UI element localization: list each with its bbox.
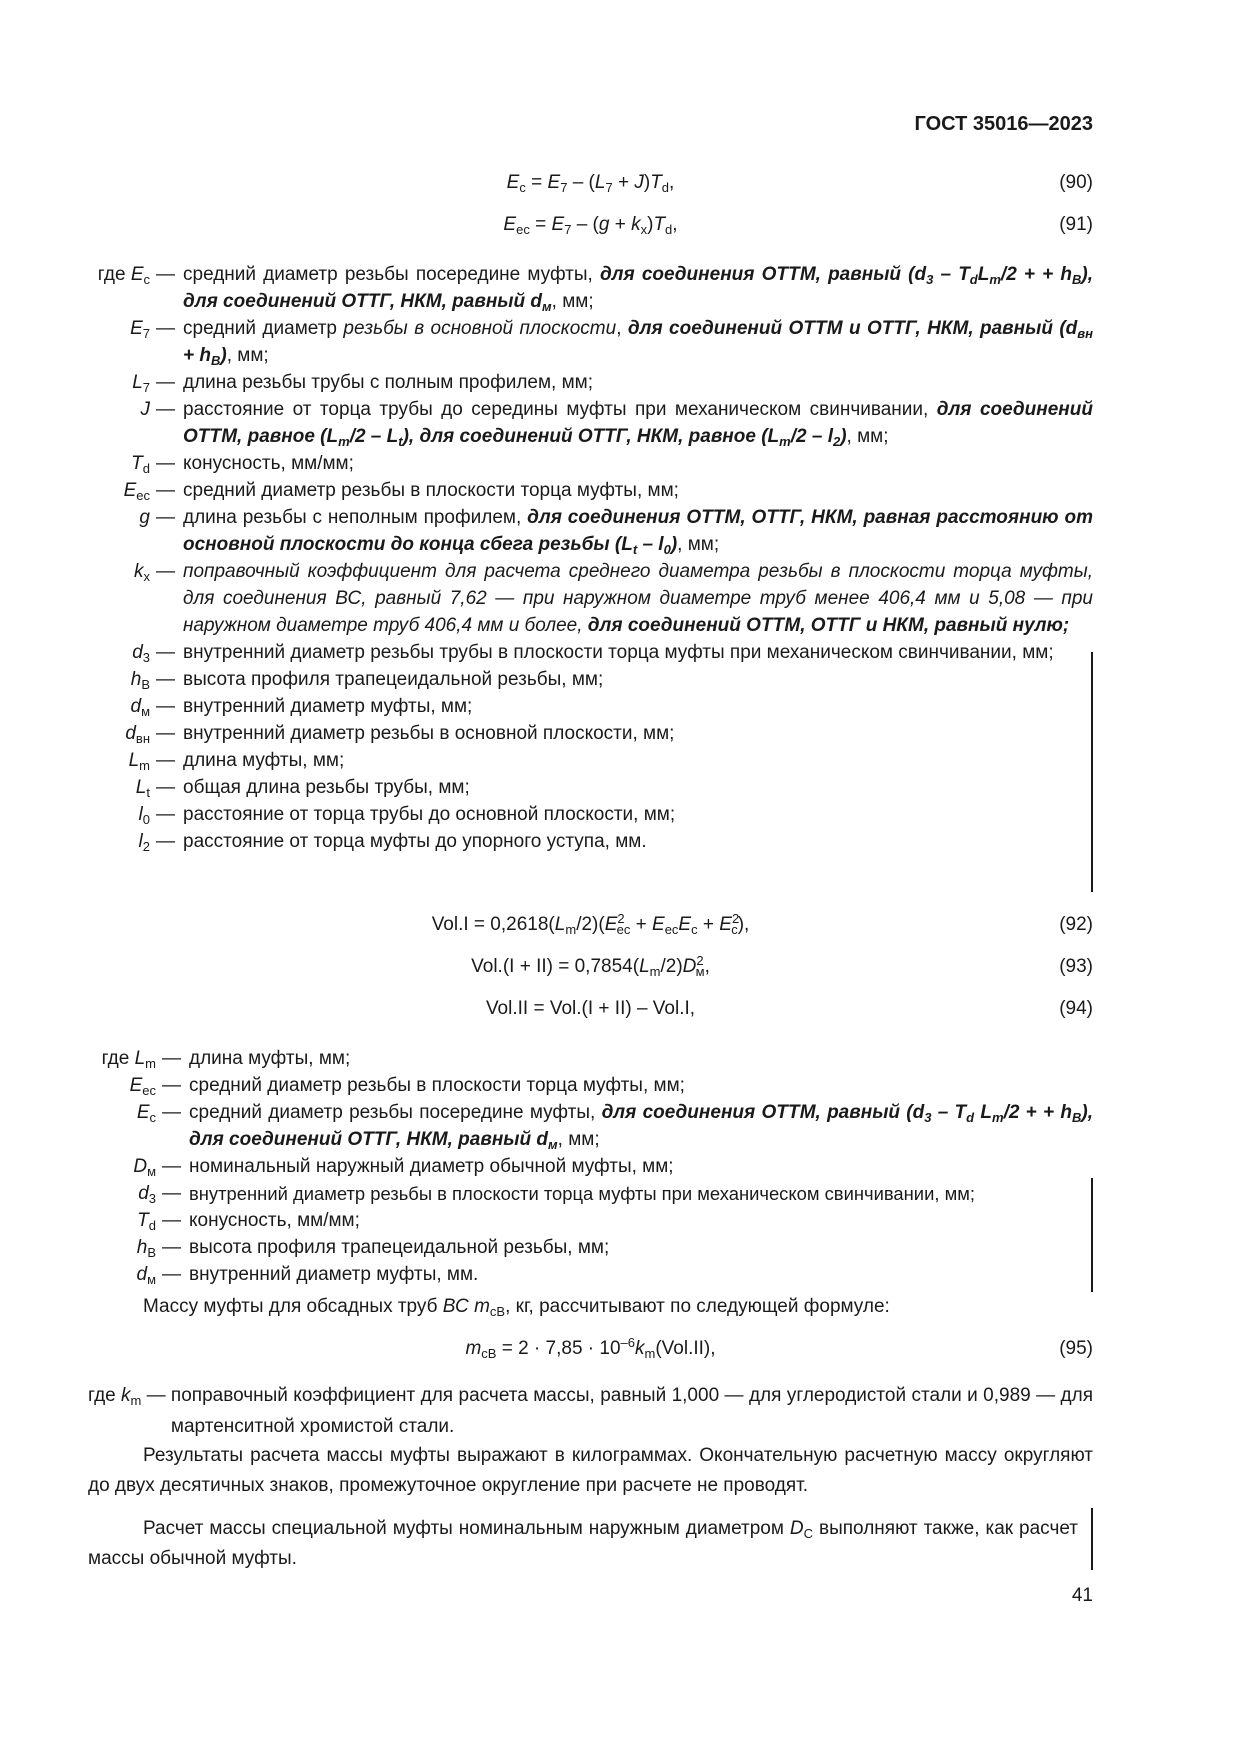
formula-93: $Vol.(I + II) = 0,7854(L_m/2)D^2_м$, (471, 953, 710, 979)
formula-95: $m_{cB} = 2 \cdot 7,85 \cdot 10^{-6}k_m(Vol.II)$, (465, 1335, 716, 1361)
def-row: $d_{вн}$ — внутренний диаметр резьбы в основной плоскости, мм; (125, 723, 675, 746)
def-row: $L_m$ — длина муфты, мм; (128, 750, 345, 773)
equation-number-94: (94) (1059, 998, 1093, 1019)
def-row: $d_3$ — внутренний диаметр резьбы в плоскости торца муфты при механическом свинчивании, мм; (138, 1183, 975, 1206)
formula-94: Vol.II = Vol.(I + II) – Vol.I, (485, 998, 696, 1019)
equation-number-95: (95) (1059, 1338, 1093, 1359)
equation-95 (88, 1335, 1093, 1366)
result-paragraph: Результаты расчета массы муфты выражают в килограммах. Окончательную расчетную массу округляют до двух десятичных знаков, промежуточное округление при расчете не проводят. (88, 1445, 1093, 1496)
def-row: $d_м$ — внутренний диаметр муфты, мм. (136, 1264, 479, 1287)
change-bar (1091, 1508, 1093, 1570)
def-row: g — длина резьбы с неполным профилем, для соединения ОТТМ, ОТТГ, НКМ, равная расстоянию от основной плоскости до конца сбега резьбы $(L_t - l_0)$, мм; (139, 507, 1093, 557)
equation-number-93: (93) (1059, 956, 1093, 977)
def-row: $D_м$ — номинальный наружный диаметр обычной муфты, мм; (133, 1156, 674, 1179)
formula-91: $E_{ec} = E_7 - (g + k_x)T_d$, (503, 214, 678, 237)
change-bar (1091, 1178, 1093, 1292)
def-row: $l_2$ — расстояние от торца муфты до упорного уступа, мм. (138, 831, 647, 854)
special-coupling-paragraph: Расчет массы специальной муфты номинальным наружным диаметром $D_C$ выполняют также, как расчет массы обычной муфты. (88, 1518, 1078, 1569)
formula-92: $Vol.I = 0,2618(L_m/2)(E^2_{ec} + E_{ec}E_c + E^2_c)$, (431, 911, 750, 937)
def-row: $l_0$ — расстояние от торца трубы до основной плоскости, мм; (138, 804, 676, 827)
def-row: $E_{ec}$ — средний диаметр резьбы в плоскости торца муфты, мм; (129, 1075, 685, 1098)
def-row: $h_B$ — высота профиля трапецеидальной резьбы, мм; (130, 669, 604, 692)
def-row: $d_3$ — внутренний диаметр резьбы трубы в плоскости торца муфты при механическом свинчивании, мм; (132, 642, 1054, 665)
equation-94 (88, 998, 1093, 1026)
def-row: $E_{ec}$ — средний диаметр резьбы в плоскости торца муфты, мм; (123, 480, 679, 503)
def-row: $k_x$ — поправочный коэффициент для расчета среднего диаметра резьбы в плоскости торца муфты, для соединения ВС, равный 7,62 — при наружном диаметре труб менее 406,4 мм и 5,08 — при наружном диаметре труб 406,4 мм и более, для соединений ОТТМ, ОТТГ и НКМ, равный нулю; (134, 561, 1093, 636)
equation-number-92: (92) (1059, 914, 1093, 935)
mass-intro-paragraph: Массу муфты для обсадных труб ВС $m_{cB}$, кг, рассчитывают по следующей формуле: (143, 1296, 890, 1319)
equation-number-90: (90) (1059, 172, 1093, 193)
def-row: J — расстояние от торца трубы до середины муфты при механическом свинчивании, для соединений ОТТМ, равное $(L_m/2 - L_t)$, для соединений ОТТГ, НКМ, равное $(L_m/2 - l_2)$, мм; (140, 399, 1093, 449)
def-row: $d_м$ — внутренний диаметр муфты, мм; (130, 696, 473, 719)
page-number: 41 (1071, 1585, 1093, 1606)
equation-91 (88, 214, 1093, 242)
formula-90: $E_c = E_7 - (L_7 + J)T_d$, (506, 172, 675, 195)
standard-header: ГОСТ 35016—2023 (914, 113, 1093, 135)
def-row: где $L_m$ — длина муфты, мм; (101, 1048, 351, 1071)
def-row: $h_B$ — высота профиля трапецеидальной резьбы, мм; (136, 1237, 610, 1260)
def-row: $T_d$ — конусность, мм/мм; (131, 453, 354, 476)
equation-number-91: (91) (1059, 214, 1093, 235)
def-row: $E_c$ — средний диаметр резьбы посередине муфты, для соединения ОТТМ, равный ($d_3 - T_d$ $L_m/2$ + + $h_B$), для соединений ОТТГ, НКМ, равный $d_м$, мм; (136, 1102, 1093, 1152)
equation-90 (88, 172, 1093, 200)
definitions-block-2 (88, 1045, 1093, 1288)
def-row: $L_7$ — длина резьбы трубы с полным профилем, мм; (132, 372, 593, 395)
definitions-block-3 (88, 1380, 1093, 1442)
equation-93 (88, 953, 1093, 984)
equation-92 (88, 911, 1093, 942)
def-row: $T_d$ — конусность, мм/мм; (137, 1210, 360, 1233)
def-row: $E_7$ — средний диаметр резьбы в основной плоскости, для соединений ОТТМ и ОТТГ, НКМ, равный $(d_{вн} + h_B)$, мм; (130, 318, 1094, 368)
def-row: где $E_c$ — средний диаметр резьбы посередине муфты, для соединения ОТТМ, равный ($d_3 - T_dL_m/2$ + + $h_B$), для соединений ОТТГ, НКМ, равный $d_м$, мм; (97, 264, 1093, 314)
change-bar (1091, 652, 1093, 892)
def-row: где $k_m$ — поправочный коэффициент для расчета массы, равный 1,000 — для углеродистой стали и 0,989 — для мартенситной хромистой стали. (88, 1385, 1093, 1437)
definitions-block-1 (88, 261, 1093, 855)
def-row: $L_t$ — общая длина резьбы трубы, мм; (135, 777, 470, 800)
